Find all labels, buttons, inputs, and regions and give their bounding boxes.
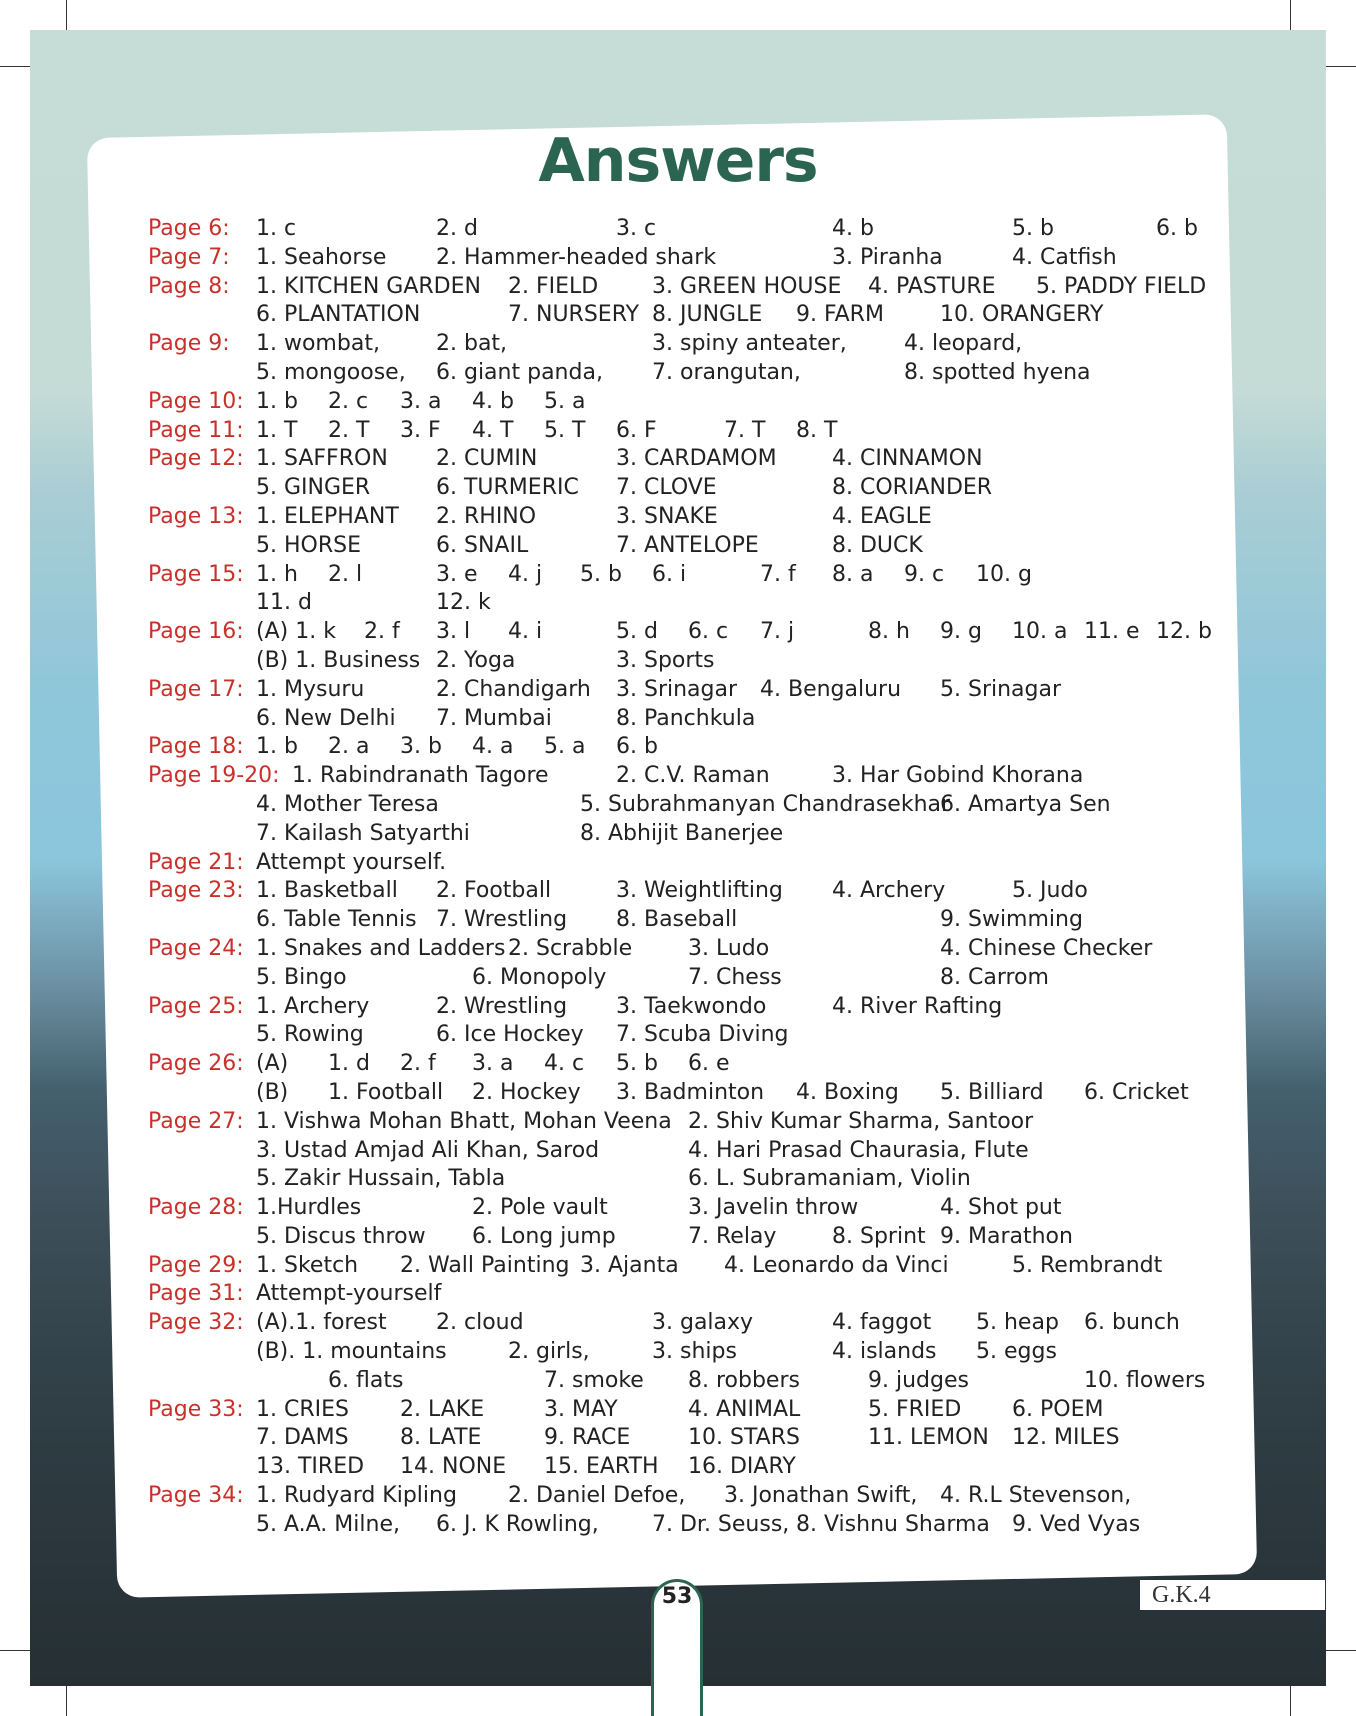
answer-item: 3. SNAKE	[616, 503, 718, 529]
answer-item: 4. Leonardo da Vinci	[724, 1252, 949, 1278]
answer-item: 3. Piranha	[832, 244, 943, 270]
answer-row	[148, 850, 1228, 879]
answer-row	[148, 504, 1228, 533]
answer-item: 8. CORIANDER	[832, 475, 993, 501]
answer-item: 7. j	[760, 619, 795, 645]
answer-item: 7. smoke	[544, 1367, 644, 1393]
answer-item: 2. Yoga	[436, 647, 516, 673]
answer-row	[148, 562, 1228, 591]
answer-row	[148, 331, 1228, 360]
answer-item: (B). 1. mountains	[256, 1339, 447, 1365]
answer-item: 4. i	[508, 619, 543, 645]
answer-item: 7. DAMS	[256, 1425, 349, 1451]
answer-item: 5. Billiard	[940, 1079, 1044, 1105]
answer-row	[148, 619, 1228, 648]
answer-item: 5. eggs	[976, 1339, 1057, 1365]
answer-item: 1. wombat,	[256, 331, 380, 357]
answer-item: 3. a	[472, 1051, 514, 1077]
answer-item: 4. leopard,	[904, 331, 1023, 357]
answer-item: 7. CLOVE	[616, 475, 717, 501]
answer-item: 5. A.A. Milne,	[256, 1511, 400, 1537]
answer-item: 8. DUCK	[832, 532, 923, 558]
answer-item: 1. T	[256, 417, 298, 443]
answer-item: 3. MAY	[544, 1396, 618, 1422]
page-label: Page 26:	[148, 1051, 244, 1077]
answer-item: 5. Bingo	[256, 964, 347, 990]
answer-item: 3. Srinagar	[616, 676, 738, 702]
answer-row	[148, 821, 1228, 850]
answer-row	[148, 446, 1228, 475]
answer-item: 2. RHINO	[436, 503, 537, 529]
answer-item: 12. k	[436, 590, 491, 616]
answer-item: 3. spiny anteater,	[652, 331, 847, 357]
answer-item: 4. River Rafting	[832, 993, 1003, 1019]
answer-item: 2. Football	[436, 878, 552, 904]
answer-row	[148, 1512, 1228, 1541]
answer-item: 3. Har Gobind Khorana	[832, 763, 1084, 789]
answer-item: 2. FIELD	[508, 273, 599, 299]
answer-item: 1. Rabindranath Tagore	[292, 763, 549, 789]
answer-item: 3. CARDAMOM	[616, 446, 777, 472]
answer-item: 8. Abhijit Banerjee	[580, 820, 784, 846]
answer-item: 6. POEM	[1012, 1396, 1104, 1422]
answer-item: 1. d	[328, 1051, 370, 1077]
page-label: Page 28:	[148, 1195, 244, 1221]
answer-item: 11. LEMON	[868, 1425, 989, 1451]
answer-item: 3. Javelin throw	[688, 1195, 859, 1221]
answer-item: 13. TIRED	[256, 1454, 365, 1480]
answer-item: 8. Carrom	[940, 964, 1049, 990]
answer-row	[148, 878, 1228, 907]
answer-item: 6. b	[1156, 216, 1198, 241]
page-label: Page 12:	[148, 446, 244, 472]
answer-row	[148, 763, 1228, 792]
answer-row	[148, 245, 1228, 274]
answer-item: (A).1. forest	[256, 1310, 387, 1336]
page-label: Page 21:	[148, 849, 244, 875]
answer-item: 12. b	[1156, 619, 1212, 645]
answer-item: 4. Boxing	[796, 1079, 899, 1105]
answer-item: (A)	[256, 1051, 289, 1077]
answer-row	[148, 1080, 1228, 1109]
answer-item: 10. flowers	[1084, 1367, 1206, 1393]
answer-item: 2. cloud	[436, 1310, 524, 1336]
answer-item: 6. Cricket	[1084, 1079, 1189, 1105]
answer-item: 9. c	[904, 561, 945, 587]
answer-item: 9. judges	[868, 1367, 969, 1393]
page-label: Page 15:	[148, 561, 244, 587]
answer-item: 4. Bengaluru	[760, 676, 902, 702]
answer-item: 2. f	[400, 1051, 436, 1077]
answer-item: 4. Mother Teresa	[256, 791, 439, 817]
answer-item: 4. Chinese Checker	[940, 935, 1153, 961]
answer-item: 1. c	[256, 216, 297, 241]
answer-item: 5. Rembrandt	[1012, 1252, 1163, 1278]
answer-row	[148, 590, 1228, 619]
answer-item: 10. STARS	[688, 1425, 800, 1451]
answer-item: (A) 1. k	[256, 619, 336, 645]
answer-item: 8. LATE	[400, 1425, 482, 1451]
answer-item: 4. R.L Stevenson,	[940, 1483, 1132, 1509]
answer-item: 10. g	[976, 561, 1032, 587]
answer-item: 3. F	[400, 417, 441, 443]
page-label: Page 25:	[148, 993, 244, 1019]
page-label: Page 23:	[148, 878, 244, 904]
answer-item: 1. Vishwa Mohan Bhatt, Mohan Veena	[256, 1108, 672, 1134]
answer-item: 2. bat,	[436, 331, 508, 357]
answer-item: 1. Basketball	[256, 878, 398, 904]
answer-item: 6. c	[688, 619, 729, 645]
answer-item: 3. l	[436, 619, 471, 645]
answer-item: 2. T	[328, 417, 370, 443]
page-label: Page 8:	[148, 273, 230, 299]
answer-item: 4. b	[472, 388, 514, 414]
answer-row	[148, 1483, 1228, 1512]
answer-item: 8. a	[832, 561, 874, 587]
page-label: Page 31:	[148, 1281, 244, 1307]
answer-item: 5. b	[616, 1051, 658, 1077]
answer-item: 2. Pole vault	[472, 1195, 608, 1221]
page-label: Page 19-20:	[148, 763, 280, 789]
answer-item: 6. Amartya Sen	[940, 791, 1111, 817]
answer-item: 3. b	[400, 734, 442, 760]
answer-item: 4. Archery	[832, 878, 946, 904]
answer-row	[148, 792, 1228, 821]
answer-item: 8. Baseball	[616, 907, 738, 933]
answer-item: 5. Srinagar	[940, 676, 1062, 702]
answer-item: 2. LAKE	[400, 1396, 485, 1422]
answer-row	[148, 216, 1228, 245]
answer-item: 5. heap	[976, 1310, 1059, 1336]
answer-item: 1. CRIES	[256, 1396, 349, 1422]
page-label: Page 18:	[148, 734, 244, 760]
page-label: Page 16:	[148, 619, 244, 645]
answer-row	[148, 706, 1228, 735]
answer-row	[148, 648, 1228, 677]
answer-item: 6. e	[688, 1051, 730, 1077]
answer-item: 8. spotted hyena	[904, 359, 1091, 385]
answer-row	[148, 1253, 1228, 1282]
page-label: Page 9:	[148, 331, 230, 357]
answer-row	[148, 1454, 1228, 1483]
answer-item: 2. girls,	[508, 1339, 590, 1365]
answer-row	[148, 1425, 1228, 1454]
answer-item: 2. CUMIN	[436, 446, 538, 472]
answer-item: 4. Catfish	[1012, 244, 1117, 270]
answer-item: 5. Zakir Hussain, Tabla	[256, 1166, 506, 1192]
answer-item: 3. Ustad Amjad Ali Khan, Sarod	[256, 1137, 600, 1163]
answer-item: 7. Scuba Diving	[616, 1022, 789, 1048]
answer-item: 4. ANIMAL	[688, 1396, 801, 1422]
crop-mark	[1290, 0, 1291, 30]
answer-row	[148, 1397, 1228, 1426]
answer-row	[148, 1138, 1228, 1167]
answer-item: 6. giant panda,	[436, 359, 603, 385]
answer-item: 2. c	[328, 388, 369, 414]
answer-item: 5. HORSE	[256, 532, 361, 558]
answer-item: 4. EAGLE	[832, 503, 932, 529]
answer-item: 1. Rudyard Kipling	[256, 1483, 457, 1509]
answer-item: 3. Ludo	[688, 935, 770, 961]
answer-item: 11. e	[1084, 619, 1140, 645]
page-label: Page 10:	[148, 388, 244, 414]
answer-item: 8. Vishnu Sharma	[796, 1511, 990, 1537]
answer-item: 6. TURMERIC	[436, 475, 579, 501]
answer-item: 6. J. K Rowling,	[436, 1511, 599, 1537]
answer-item: 9. FARM	[796, 302, 884, 328]
answer-row	[148, 965, 1228, 994]
answer-item: 3. ships	[652, 1339, 737, 1365]
answer-item: 1. Snakes and Ladders	[256, 935, 506, 961]
answer-row	[148, 1166, 1228, 1195]
answer-item: (B) 1. Business	[256, 647, 421, 673]
answer-item: 9. RACE	[544, 1425, 631, 1451]
answer-item: 3. GREEN HOUSE	[652, 273, 842, 299]
crop-mark	[0, 1650, 30, 1651]
answer-item: 2. Hammer-headed shark	[436, 244, 717, 270]
answer-item: 4. islands	[832, 1339, 937, 1365]
answer-item: 10. a	[1012, 619, 1068, 645]
answer-item: 6. New Delhi	[256, 705, 396, 731]
answer-item: 3. e	[436, 561, 478, 587]
answer-row	[148, 1368, 1228, 1397]
answer-item: 1. h	[256, 561, 298, 587]
answer-item: 1. KITCHEN GARDEN	[256, 273, 481, 299]
answer-item: 2. C.V. Raman	[616, 763, 770, 789]
page-label: Page 32:	[148, 1310, 244, 1336]
answer-item: 4. c	[544, 1051, 585, 1077]
answer-item: 14. NONE	[400, 1454, 507, 1480]
answer-row	[148, 475, 1228, 504]
answer-row	[148, 389, 1228, 418]
answer-item: 4. T	[472, 417, 514, 443]
crop-mark	[66, 0, 67, 30]
answer-row	[148, 1195, 1228, 1224]
answer-item: 6. Ice Hockey	[436, 1022, 584, 1048]
answer-item: 2. Wrestling	[436, 993, 568, 1019]
answer-item: 6. L. Subramaniam, Violin	[688, 1166, 971, 1192]
answer-item: 5. GINGER	[256, 475, 371, 501]
answer-item: 2. l	[328, 561, 363, 587]
answers-list	[148, 216, 1228, 1541]
answer-item: 2. Hockey	[472, 1079, 581, 1105]
crop-mark	[0, 66, 30, 67]
answer-item: 4. Hari Prasad Chaurasia, Flute	[688, 1137, 1029, 1163]
crop-mark	[1326, 1650, 1356, 1651]
answer-item: 16. DIARY	[688, 1454, 796, 1480]
answer-item: 7. Dr. Seuss,	[652, 1511, 790, 1537]
answer-item: 4. a	[472, 734, 514, 760]
answer-item: 2. Daniel Defoe,	[508, 1483, 686, 1509]
answer-item: 5. Rowing	[256, 1022, 364, 1048]
answer-item: 1. Sketch	[256, 1252, 359, 1278]
page-title: Answers	[538, 126, 818, 196]
answer-item: Attempt-yourself	[256, 1281, 442, 1307]
answer-item: 8. JUNGLE	[652, 302, 763, 328]
answer-item: 4. faggot	[832, 1310, 932, 1336]
answer-item: 5. a	[544, 388, 586, 414]
answer-item: 6. Table Tennis	[256, 907, 417, 933]
answer-item: 3. Badminton	[616, 1079, 765, 1105]
answer-item: 3. Weightlifting	[616, 878, 783, 904]
page-label: Page 29:	[148, 1252, 244, 1278]
answer-row	[148, 274, 1228, 303]
answer-item: 2. a	[328, 734, 370, 760]
answer-item: 6. Monopoly	[472, 964, 607, 990]
answer-item: 1. SAFFRON	[256, 446, 388, 472]
answer-item: 4. PASTURE	[868, 273, 996, 299]
answer-row	[148, 360, 1228, 389]
answer-item: 3. Ajanta	[580, 1252, 679, 1278]
answer-item: 5. d	[616, 619, 658, 645]
answer-item: 8. T	[796, 417, 838, 443]
answer-item: 1. Archery	[256, 993, 370, 1019]
page-label: Page 33:	[148, 1396, 244, 1422]
answer-item: 5. Discus throw	[256, 1223, 426, 1249]
answer-item: 9. Swimming	[940, 907, 1083, 933]
answer-row	[148, 1022, 1228, 1051]
answer-row	[148, 533, 1228, 562]
answer-item: 2. Scrabble	[508, 935, 633, 961]
answer-item: 5. T	[544, 417, 586, 443]
answer-item: 5. mongoose,	[256, 359, 406, 385]
answer-item: 2. f	[364, 619, 400, 645]
answer-row	[148, 677, 1228, 706]
page-label: Page 7:	[148, 244, 230, 270]
answer-item: 6. b	[616, 734, 658, 760]
answer-item: 2. Shiv Kumar Sharma, Santoor	[688, 1108, 1034, 1134]
answer-item: 5. a	[544, 734, 586, 760]
answer-item: 3. Jonathan Swift,	[724, 1483, 918, 1509]
answer-row	[148, 302, 1228, 331]
answer-item: 8. robbers	[688, 1367, 800, 1393]
answer-item: 7. Mumbai	[436, 705, 552, 731]
answer-row	[148, 1310, 1228, 1339]
answer-item: 9. Ved Vyas	[1012, 1511, 1141, 1537]
answer-item: 8. Panchkula	[616, 705, 756, 731]
answer-item: 1. Football	[328, 1079, 444, 1105]
page-label: Page 34:	[148, 1483, 244, 1509]
answer-item: 1. b	[256, 734, 298, 760]
answer-item: 1. Mysuru	[256, 676, 365, 702]
answer-item: 5. PADDY FIELD	[1036, 273, 1207, 299]
answer-row	[148, 1224, 1228, 1253]
page-label: Page 11:	[148, 417, 244, 443]
answer-item: 10. ORANGERY	[940, 302, 1104, 328]
answer-item: 6. flats	[328, 1367, 404, 1393]
page-number: 53	[661, 1584, 693, 1609]
answer-row	[148, 418, 1228, 447]
answer-item: 7. Kailash Satyarthi	[256, 820, 470, 846]
answer-item: 5. FRIED	[868, 1396, 962, 1422]
answer-item: 6. Long jump	[472, 1223, 616, 1249]
answer-item: 1.Hurdles	[256, 1195, 362, 1221]
answer-item: 9. g	[940, 619, 982, 645]
answer-item: (B)	[256, 1079, 289, 1105]
crop-mark	[66, 1686, 67, 1716]
answer-item: 6. PLANTATION	[256, 302, 421, 328]
answer-item: 7. f	[760, 561, 796, 587]
page-label: Page 13:	[148, 503, 244, 529]
answer-item: 2. Chandigarh	[436, 676, 591, 702]
answer-row	[148, 1339, 1228, 1368]
answer-item: 3. a	[400, 388, 442, 414]
answer-row	[148, 1281, 1228, 1310]
answer-row	[148, 734, 1228, 763]
answer-item: 2. d	[436, 216, 478, 241]
answer-item: 9. Marathon	[940, 1223, 1073, 1249]
page-label: Page 6:	[148, 216, 230, 241]
answer-item: 8. h	[868, 619, 910, 645]
answer-item: 15. EARTH	[544, 1454, 659, 1480]
answer-item: 1. Seahorse	[256, 244, 387, 270]
answer-row	[148, 936, 1228, 965]
answer-item: 7. NURSERY	[508, 302, 640, 328]
answer-item: 3. c	[616, 216, 657, 241]
answer-item: 7. orangutan,	[652, 359, 801, 385]
answer-item: 4. j	[508, 561, 543, 587]
answer-row	[148, 907, 1228, 936]
page-label: Page 17:	[148, 676, 244, 702]
answer-item: 1. b	[256, 388, 298, 414]
answer-row	[148, 994, 1228, 1023]
answer-item: 11. d	[256, 590, 312, 616]
answer-item: 4. CINNAMON	[832, 446, 983, 472]
answer-row	[148, 1051, 1228, 1080]
answer-item: 7. ANTELOPE	[616, 532, 759, 558]
answer-item: 6. i	[652, 561, 687, 587]
answer-item: 4. Shot put	[940, 1195, 1062, 1221]
answer-item: 8. Sprint	[832, 1223, 926, 1249]
answer-item: 1. ELEPHANT	[256, 503, 399, 529]
answer-item: 7. Relay	[688, 1223, 777, 1249]
answer-item: 2. Wall Painting	[400, 1252, 570, 1278]
answer-row	[148, 1109, 1228, 1138]
answer-item: 12. MILES	[1012, 1425, 1120, 1451]
page-label: Page 24:	[148, 935, 244, 961]
answer-item: 6. bunch	[1084, 1310, 1180, 1336]
answer-item: 6. SNAIL	[436, 532, 529, 558]
answer-item: 3. Taekwondo	[616, 993, 767, 1019]
answer-item: 4. b	[832, 216, 874, 241]
answer-item: 7. T	[724, 417, 766, 443]
answer-item: 5. Subrahmanyan Chandrasekhar	[580, 791, 951, 817]
book-code: G.K.4	[1140, 1580, 1325, 1610]
crop-mark	[1326, 66, 1356, 67]
answer-item: 7. Wrestling	[436, 907, 568, 933]
crop-mark	[1290, 1686, 1291, 1716]
answer-item: 6. F	[616, 417, 657, 443]
answer-item: 5. b	[1012, 216, 1054, 241]
answer-item: Attempt yourself.	[256, 849, 447, 875]
answer-item: 3. Sports	[616, 647, 715, 673]
answer-item: 7. Chess	[688, 964, 782, 990]
page-label: Page 27:	[148, 1108, 244, 1134]
answer-item: 3. galaxy	[652, 1310, 754, 1336]
answer-item: 5. Judo	[1012, 878, 1088, 904]
answer-item: 5. b	[580, 561, 622, 587]
